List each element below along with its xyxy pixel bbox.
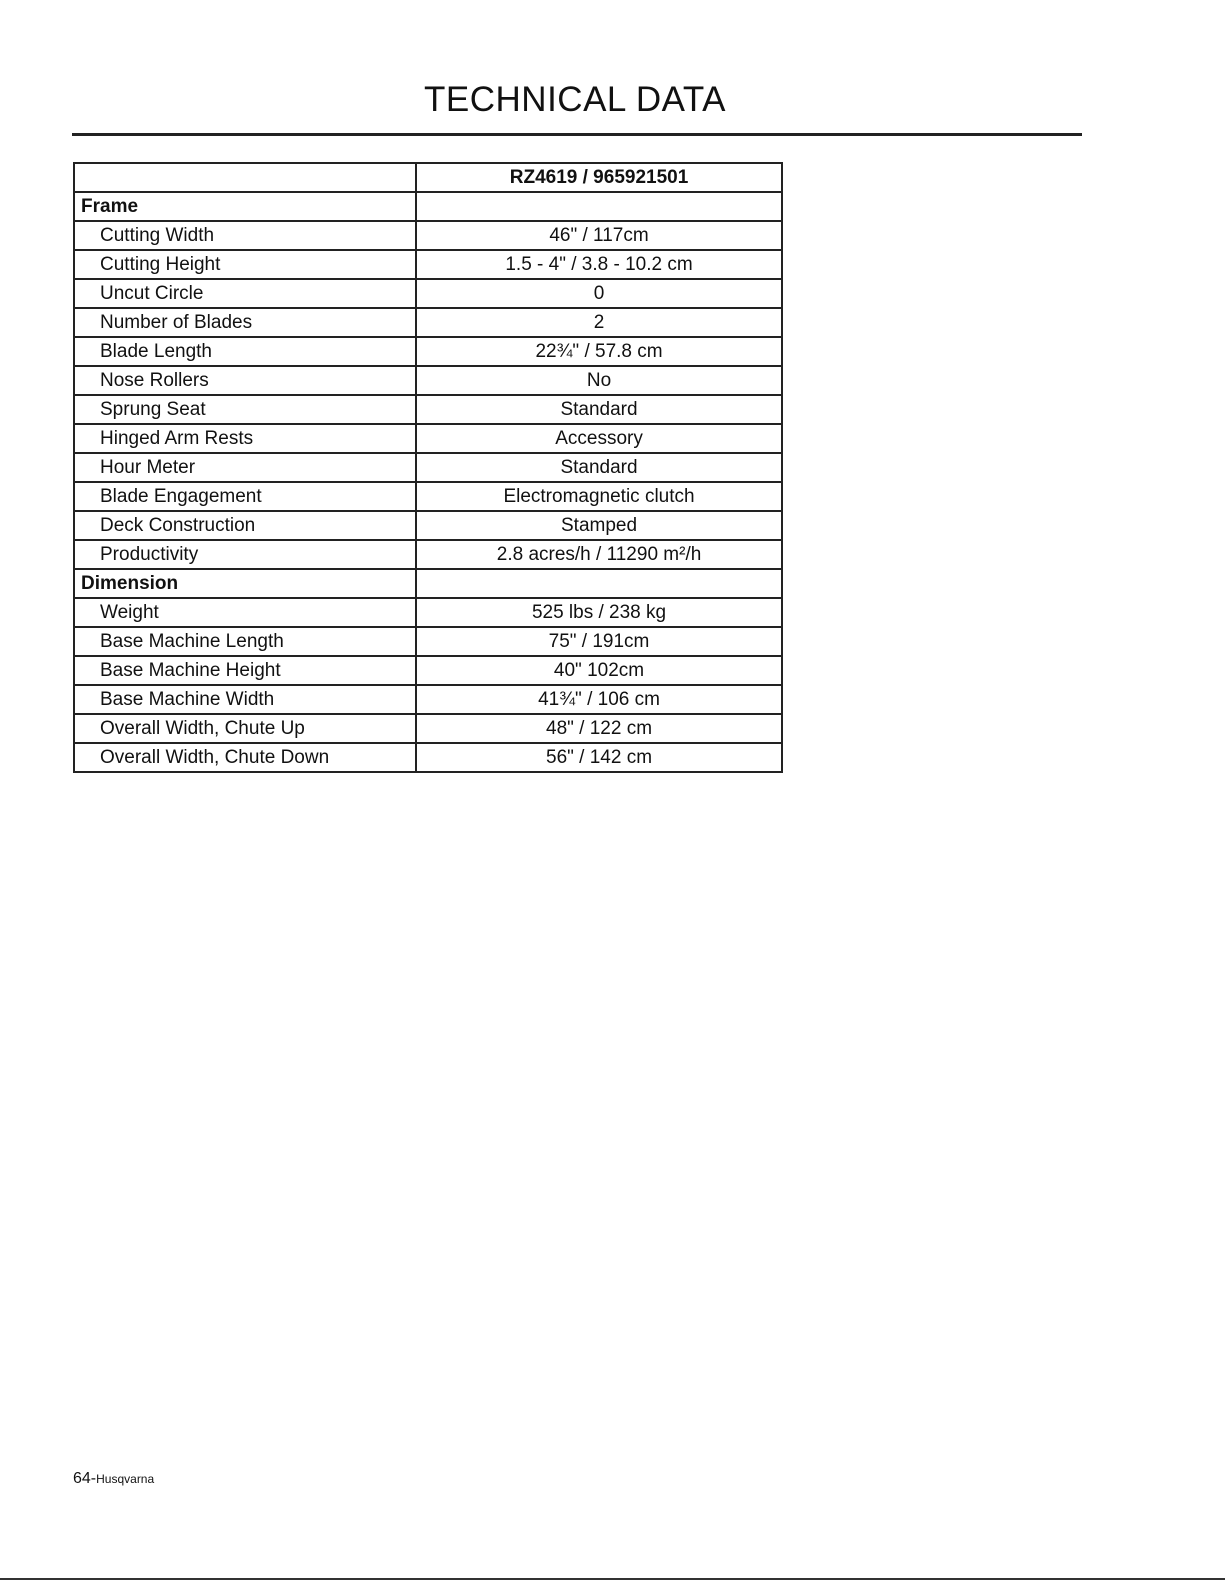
- spec-value: 0: [416, 279, 782, 308]
- table-row: [74, 627, 782, 656]
- table-row: [74, 366, 782, 395]
- table-row: [74, 685, 782, 714]
- spec-value: 525 lbs / 238 kg: [416, 598, 782, 627]
- model-header: RZ4619 / 965921501: [416, 163, 782, 192]
- spec-value: 2: [416, 308, 782, 337]
- spec-label: Weight: [74, 598, 416, 627]
- spec-label: Blade Length: [74, 337, 416, 366]
- spec-label: Nose Rollers: [74, 366, 416, 395]
- table-row: [74, 598, 782, 627]
- spec-value: Standard: [416, 395, 782, 424]
- spec-label: Deck Construction: [74, 511, 416, 540]
- spec-label: Overall Width, Chute Up: [74, 714, 416, 743]
- table-row: [74, 656, 782, 685]
- table-row: [74, 714, 782, 743]
- section-row: [74, 192, 782, 221]
- table-row: [74, 221, 782, 250]
- spec-label: Base Machine Width: [74, 685, 416, 714]
- spec-value: 40" 102cm: [416, 656, 782, 685]
- spec-value: 46" / 117cm: [416, 221, 782, 250]
- spec-label: Hinged Arm Rests: [74, 424, 416, 453]
- table-row: [74, 279, 782, 308]
- table-row: [74, 308, 782, 337]
- spec-label: Cutting Width: [74, 221, 416, 250]
- spec-value: 48" / 122 cm: [416, 714, 782, 743]
- table-row: [74, 424, 782, 453]
- spec-label: Uncut Circle: [74, 279, 416, 308]
- spec-label: Hour Meter: [74, 453, 416, 482]
- spec-value: 22¾" / 57.8 cm: [416, 337, 782, 366]
- table-row: [74, 540, 782, 569]
- header-empty-cell: [74, 163, 416, 192]
- spec-value: Accessory: [416, 424, 782, 453]
- footer-brand: Husqvarna: [96, 1472, 155, 1486]
- technical-data-table: [73, 162, 783, 773]
- page-number: 64-: [73, 1470, 97, 1487]
- spec-value: No: [416, 366, 782, 395]
- spec-label: Base Machine Height: [74, 656, 416, 685]
- spec-value: 56" / 142 cm: [416, 743, 782, 772]
- spec-value: Electromagnetic clutch: [416, 482, 782, 511]
- table-row: [74, 511, 782, 540]
- section-label: Dimension: [74, 569, 416, 598]
- spec-value: 41¾" / 106 cm: [416, 685, 782, 714]
- section-empty-cell: [416, 192, 782, 221]
- table-row: [74, 453, 782, 482]
- spec-label: Overall Width, Chute Down: [74, 743, 416, 772]
- spec-value: 1.5 - 4" / 3.8 - 10.2 cm: [416, 250, 782, 279]
- table-row: [74, 250, 782, 279]
- table-header-row: [74, 163, 782, 192]
- section-row: [74, 569, 782, 598]
- table-row: [74, 743, 782, 772]
- spec-value: Standard: [416, 453, 782, 482]
- section-empty-cell: [416, 569, 782, 598]
- spec-value: 75" / 191cm: [416, 627, 782, 656]
- page-title: TECHNICAL DATA: [424, 80, 726, 119]
- table-row: [74, 482, 782, 511]
- table-row: [74, 395, 782, 424]
- bottom-edge-line: [0, 1578, 1225, 1580]
- spec-label: Blade Engagement: [74, 482, 416, 511]
- spec-label: Number of Blades: [74, 308, 416, 337]
- section-label: Frame: [74, 192, 416, 221]
- table-row: [74, 337, 782, 366]
- page-footer: [73, 1470, 154, 1488]
- spec-value: Stamped: [416, 511, 782, 540]
- title-divider: [72, 133, 1082, 136]
- spec-value: 2.8 acres/h / 11290 m²/h: [416, 540, 782, 569]
- spec-label: Sprung Seat: [74, 395, 416, 424]
- spec-label: Cutting Height: [74, 250, 416, 279]
- spec-label: Productivity: [74, 540, 416, 569]
- spec-label: Base Machine Length: [74, 627, 416, 656]
